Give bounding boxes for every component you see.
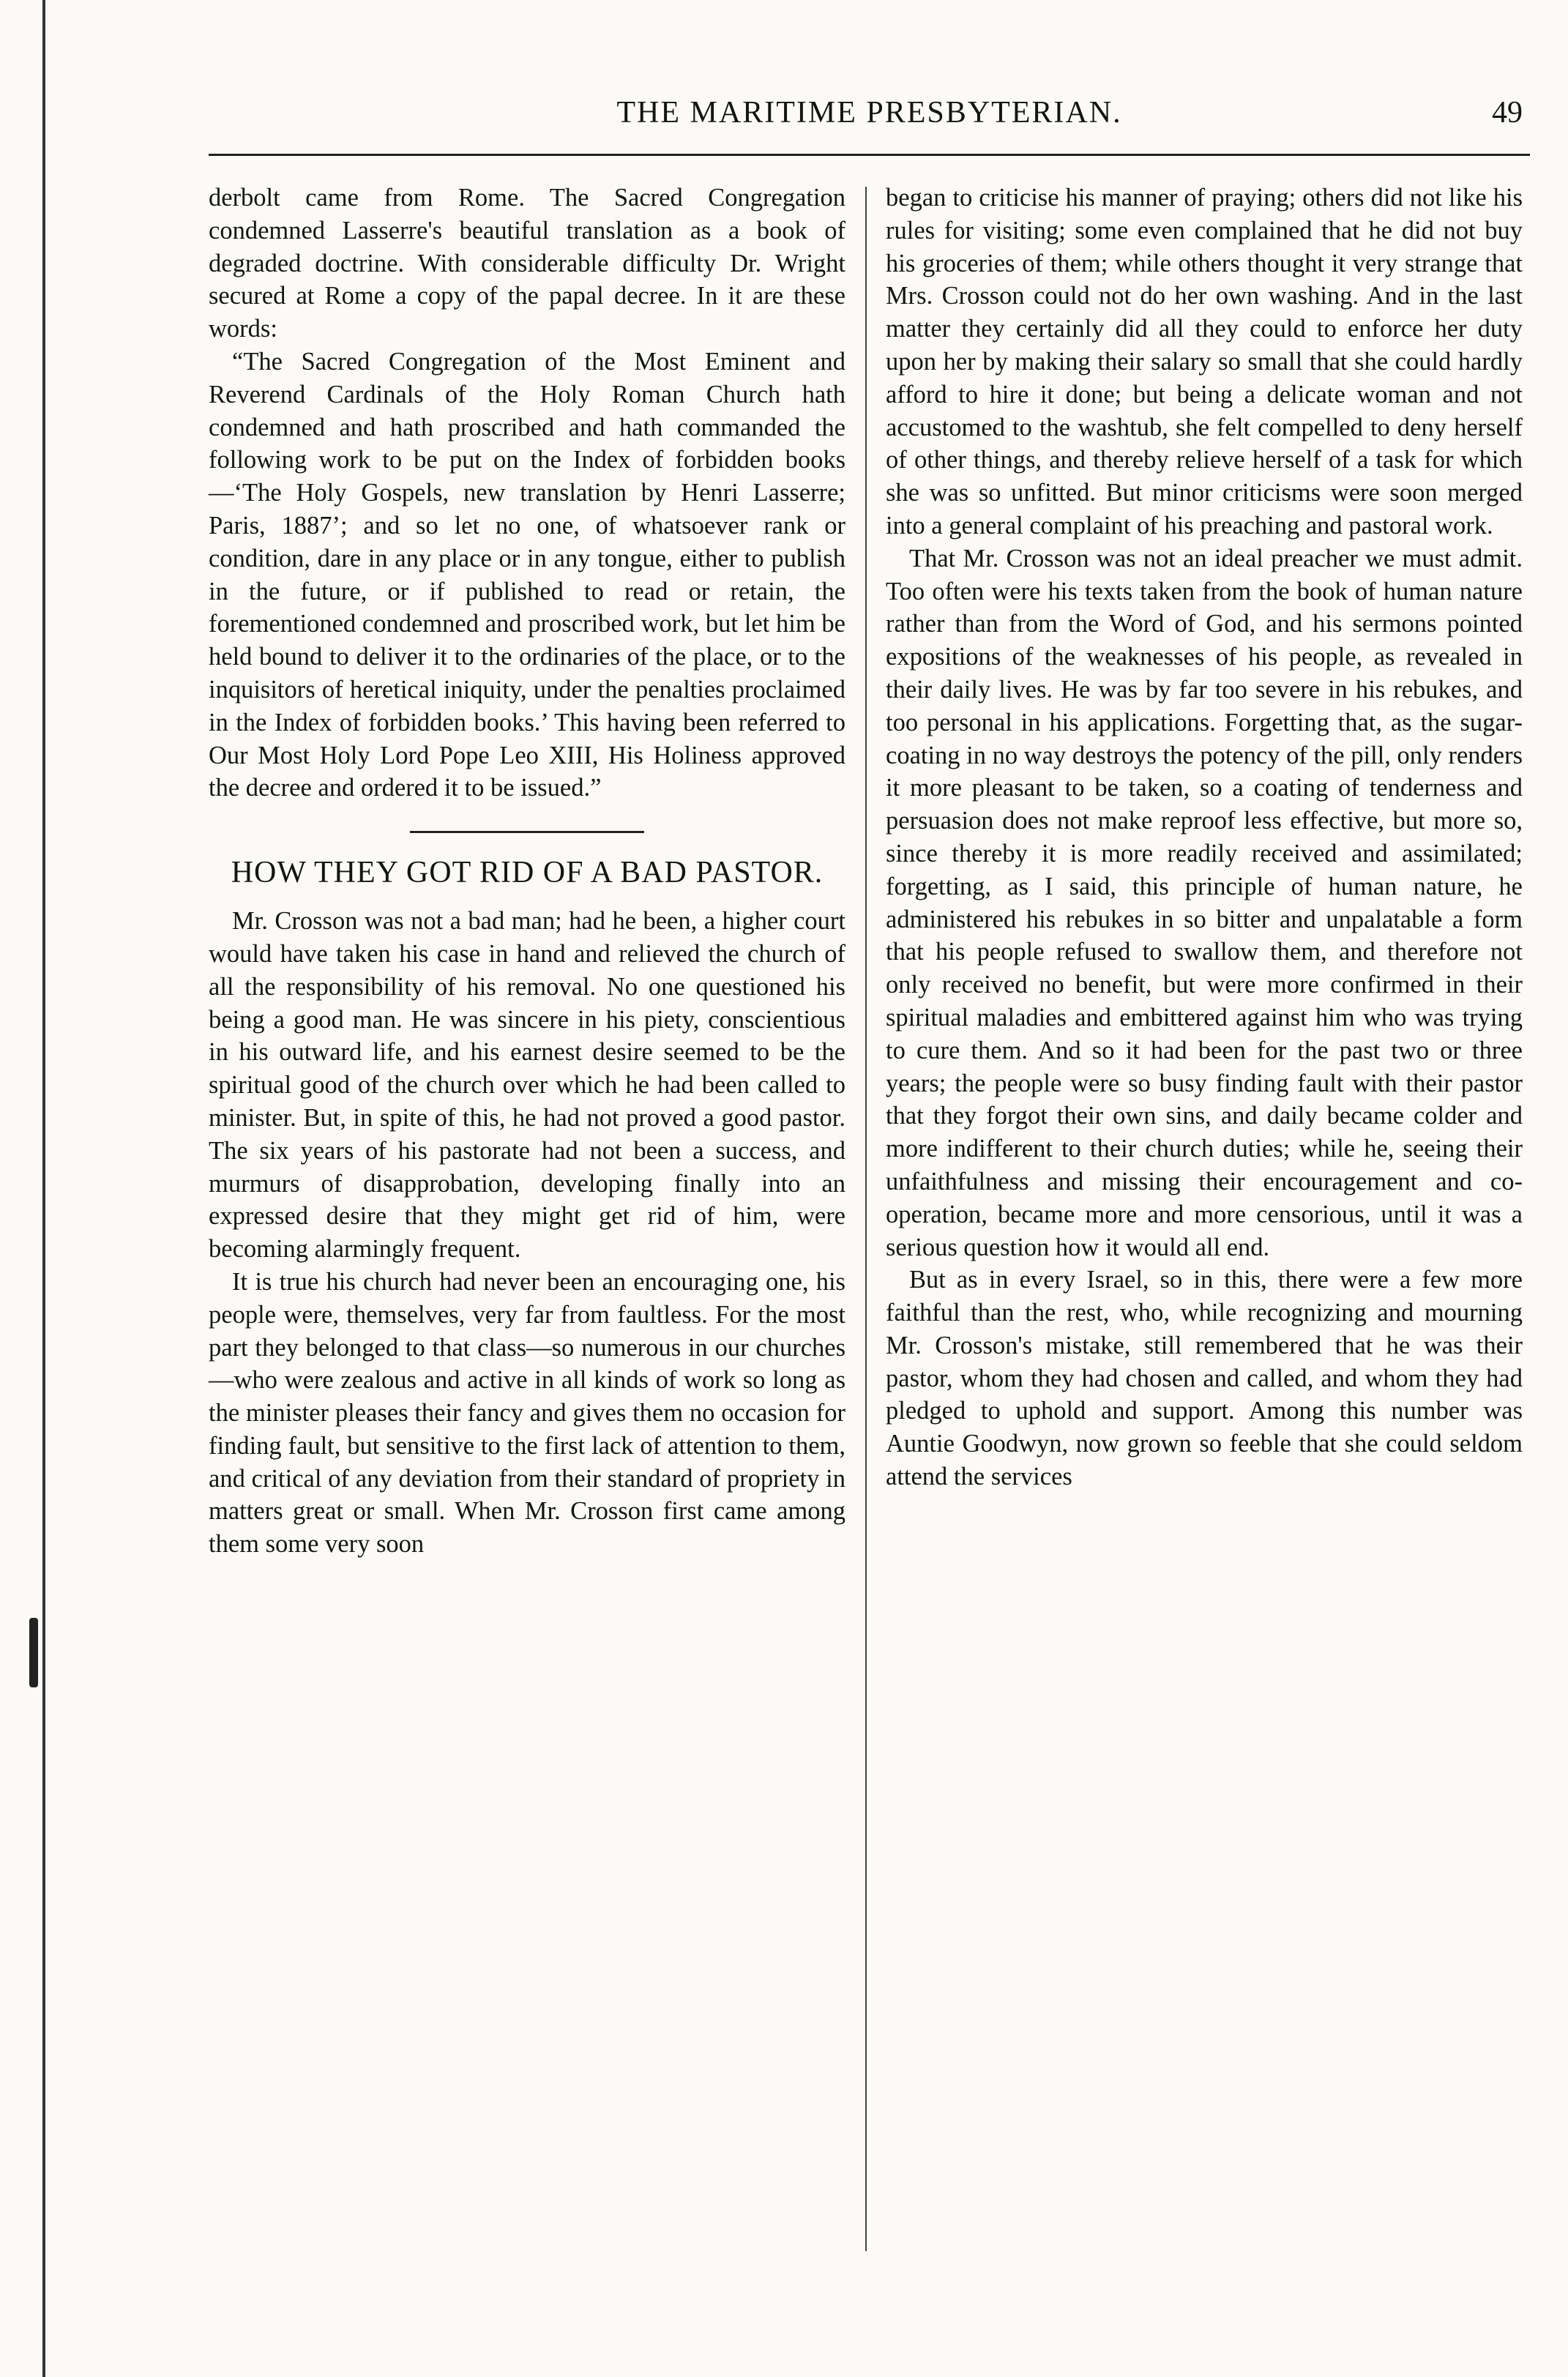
right-column [886, 182, 1523, 1493]
column-divider [865, 187, 867, 2251]
paragraph: began to criticise his manner of praying; others did not like his rules for visiting; some even complained that he did not buy his groceries of them; while others thought it very strange that Mrs. Crosson could not do her own washing. And in the last matter they certainly did all they could to enforce her duty upon her by making their salary so small that she could hardly afford to hire it done; but being a delicate woman and not accustomed to the washtub, she felt compelled to deny herself of other things, and thereby relieve herself of a task for which she was so unfitted. But minor criticisms were soon merged into a general complaint of his preaching and pastoral work. [886, 184, 1523, 540]
paragraph: Mr. Crosson was not a bad man; had he been, a higher court would have taken his case in hand and relieved the church of all the responsibility of his removal. No one questioned his being a good man. He was sincere in his piety, conscientious in his outward life, and his earnest desire seemed to be the spiritual good of the church over which he had been called to minister. But, in spite of this, he had not proved a good pastor. The six years of his pastorate had not been a success, and murmurs of disapprobation, developing finally into an expressed desire that they might get rid of him, were becoming alarmingly frequent. [209, 907, 845, 1264]
decree-quote: “The Sacred Congregation of the Most Eminent and Reverend Cardinals of the Holy Roman Church hath condemned and hath proscribed and hath commanded the following work to be put on the Index of forbidden books—‘The Holy Gospels, new translation by Henri Lasserre; Paris, 1887’; and so let no one, of whatsoever rank or condition, dare in any place or in any tongue, either to publish in the future, or if published to read or retain, the forementioned condemned and proscribed work, but let him be held bound to deliver it to the ordinaries of the place, or to the inquisitors of heretical iniquity, under the penalties proclaimed in the Index of forbidden books.’ This having been referred to Our Most Holy Lord Pope Leo XIII, His Holiness approved the decree and ordered it to be issued.” [209, 347, 845, 802]
section-rule [410, 831, 644, 833]
page-header [209, 86, 1530, 156]
page-number: 49 [1492, 96, 1523, 130]
paragraph: It is true his church had never been an encouraging one, his people were, themselves, very far from faultless. For the most part they belonged to that class—so numerous in our churches—who were zealous and active in all kinds of work so long as the minister pleases their fancy and gives them no occasion for finding fault, but sensitive to the first lack of attention to them, and critical of any deviation from their standard of propriety in matters great or small. When Mr. Crosson first came among them some very soon [209, 1267, 845, 1559]
left-column [209, 182, 845, 1561]
paragraph: That Mr. Crosson was not an ideal preacher we must admit. Too often were his texts taken from the book of human nature rather than from the Word of God, and his sermons pointed expositions of the weaknesses of his people, as revealed in their daily lives. He was by far too severe in his rebukes, and too personal in his applications. Forgetting that, as the sugar-coating in no way destroys the potency of the pill, only renders it more pleasant to be taken, so a coating of tenderness and persuasion does not make reproof less effective, but more so, since thereby it is more readily received and assimilated; forgetting, as I said, this principle of human nature, he administered his rebukes in so bitter and unpalatable a form that his people refused to swallow them, and therefore not only received no benefit, but were more confirmed in their spiritual maladies and embittered against him who was trying to cure them. And so it had been for the past two or three years; the people were so busy finding fault with their pastor that they forgot their own sins, and daily became colder and more indifferent to their church duties; while he, seeing their unfaithfulness and missing their encouragement and co-operation, became more and more censorious, until it was a serious question how it would all end. [886, 544, 1523, 1261]
paragraph: derbolt came from Rome. The Sacred Congregation condemned Lasserre's beautiful translation as a book of degraded doctrine. With considerable difficulty Dr. Wright secured at Rome a copy of the papal decree. In it are these words: [209, 184, 845, 343]
binding-mark [29, 1618, 38, 1687]
header-rule [209, 154, 1530, 156]
page-edge-rule [42, 0, 45, 2377]
publication-title: THE MARITIME PRESBYTERIAN. [616, 96, 1122, 130]
paragraph: But as in every Israel, so in this, there were a few more faithful than the rest, who, while recognizing and mourning Mr. Crosson's mistake, still remembered that he was their pastor, whom they had chosen and called, and whom they had pledged to uphold and support. Among this number was Auntie Goodwyn, now grown so feeble that she could seldom attend the services [886, 1266, 1523, 1491]
article-heading: HOW THEY GOT RID OF A BAD PASTOR. [231, 856, 824, 890]
